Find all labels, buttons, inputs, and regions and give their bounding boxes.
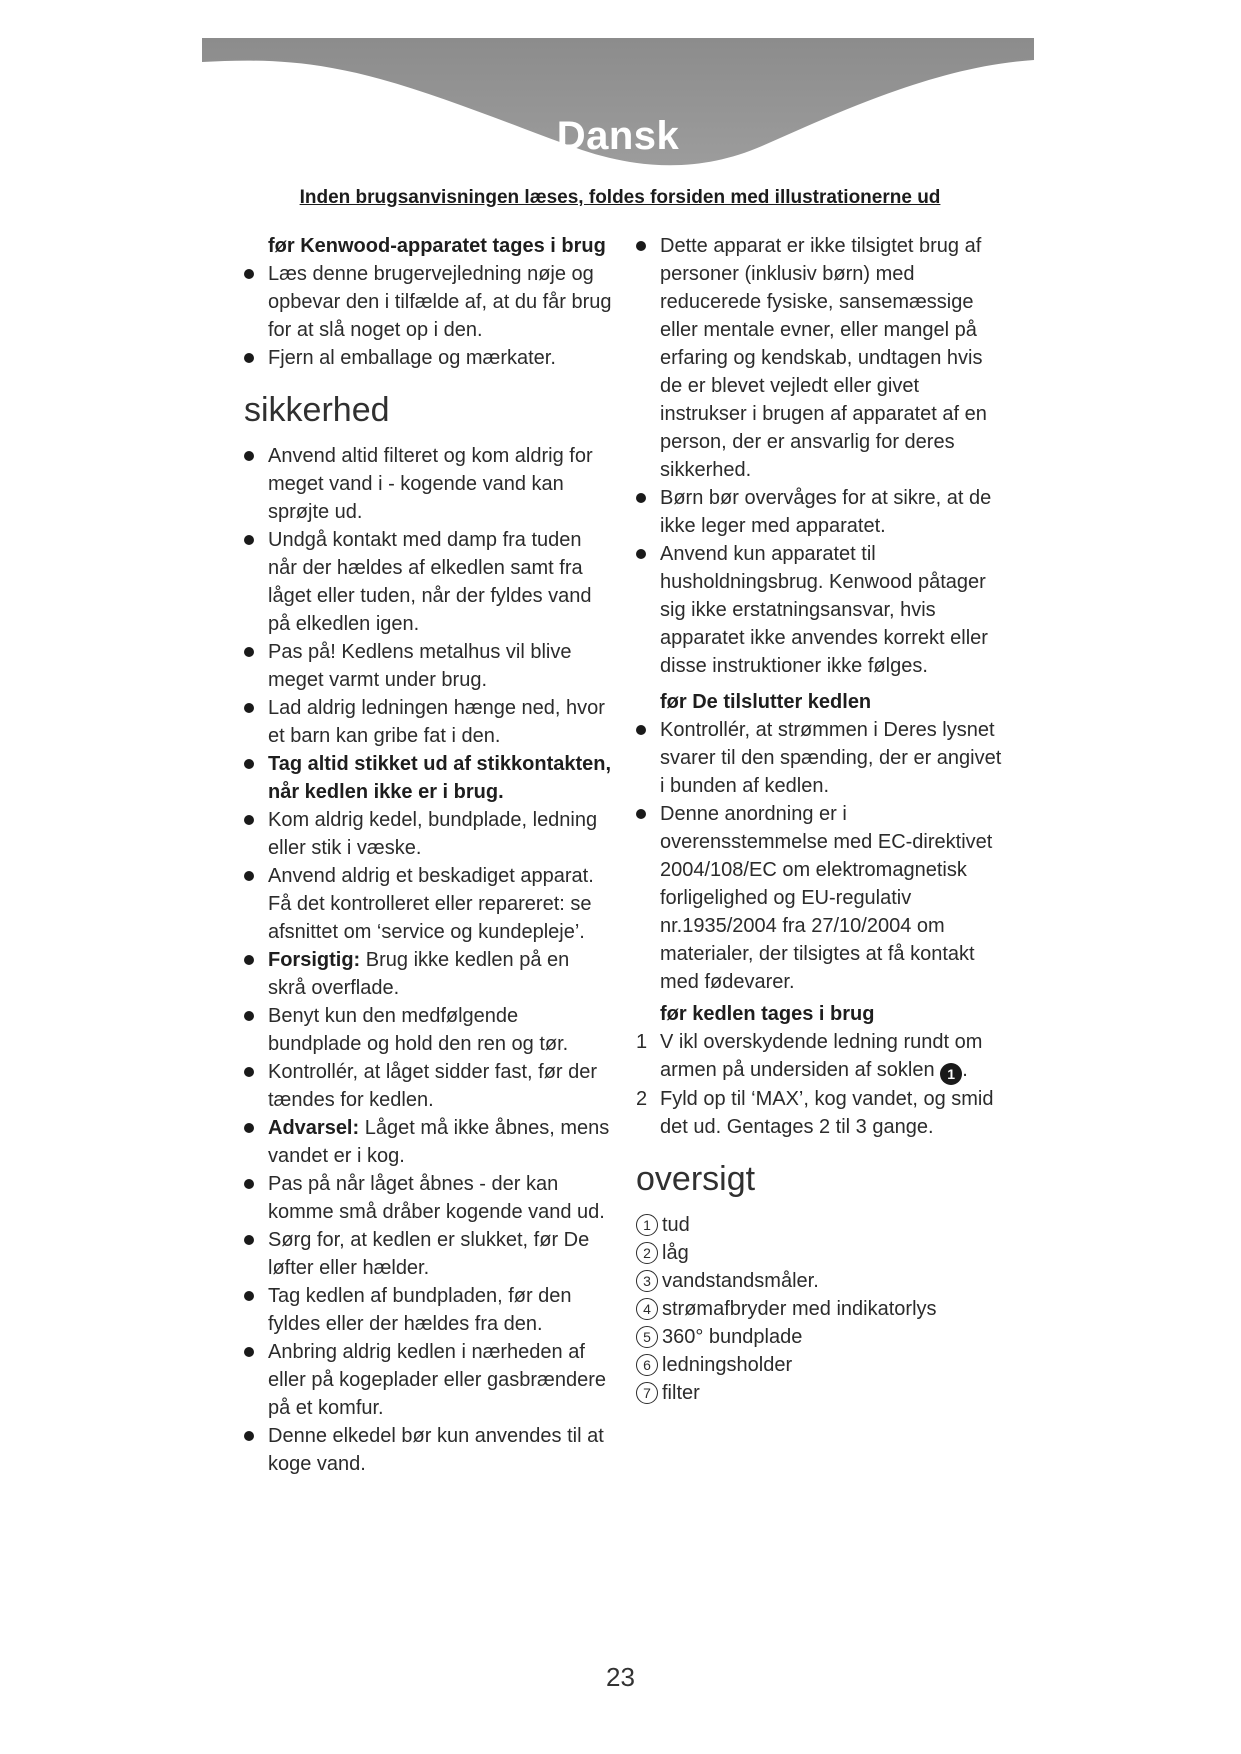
safety-heading: sikkerhed [244,391,390,429]
part-number: 2 [636,1242,658,1264]
page-number: 23 [606,1662,635,1692]
list-item: Fjern al emballage og mærkater. [244,344,612,372]
header-wave-band [202,38,1034,188]
part-number: 4 [636,1298,658,1320]
warning-label: Advarsel: [268,1117,360,1139]
language-title: Dansk [556,114,680,158]
list-item: Denne anordning er i overensstemmelse med EC-direktivet 2004/108/EC om elektromagnetisk forligelighed og EU-regulativ nr.1935/2004 fra 27/10/2004 om materialer, der tilsigtes at få kontakt med fødevarer. [636,800,1008,996]
step-text-end: . [962,1059,968,1081]
list-item: Kontrollér, at låget sidder fast, før der tændes for kedlen. [244,1058,612,1114]
list-item-bold: Tag altid stikket ud af stikkontakten, når kedlen ikke er i brug. [244,750,612,806]
step-number: 1 [636,1031,648,1053]
connect-heading: før De tilslutter kedlen [660,691,872,713]
list-item: Denne elkedel bør kun anvendes til at koge vand. [244,1422,612,1478]
connect-list [636,716,1008,996]
part-label: 360° bundplade [662,1326,803,1348]
list-item: Lad aldrig ledningen hænge ned, hvor et barn kan gribe fat i den. [244,694,612,750]
part-number: 3 [636,1270,658,1292]
part-item [636,1379,1008,1407]
part-item [636,1323,1008,1351]
list-item: Kontrollér, at strømmen i Deres lysnet svarer til den spænding, der er angivet i bunden af kedlen. [636,716,1008,800]
figure-ref-badge: 1 [940,1063,962,1085]
list-item: Pas på! Kedlens metalhus vil blive meget varmt under brug. [244,638,612,694]
part-label: ledningsholder [662,1354,793,1376]
part-item [636,1295,1008,1323]
list-item: Dette apparat er ikke tilsigtet brug af personer (inklusiv børn) med reducerede fysiske, sansemæssige eller mentale evner, eller mangel på erfaring og kendskab, undtagen hvis de er blevet vejledt eller givet instrukser i brugen af apparatet af en person, der er ansvarlig for deres sikkerhed. [636,232,1008,484]
list-item: Sørg for, at kedlen er slukket, før De løfter eller hælder. [244,1226,612,1282]
step-text: V ikl overskydende ledning rundt om armen på undersiden af soklen [660,1031,983,1081]
list-item: Anvend aldrig et beskadiget apparat. Få det kontrolleret eller repareret: se afsnittet om ‘service og kundepleje’. [244,862,612,946]
parts-list [636,1211,1008,1407]
part-label: filter [662,1382,700,1404]
overview-heading: oversigt [636,1160,756,1198]
list-item-caution [244,946,612,1002]
before-use-list [244,260,612,372]
first-use-steps [636,1028,1008,1141]
left-column [244,232,612,1478]
caution-label: Forsigtig: [268,949,361,971]
list-item: Anbring aldrig kedlen i nærheden af eller på kogeplader eller gasbrændere på et komfur. [244,1338,612,1422]
before-use-heading: før Kenwood-apparatet tages i brug [268,235,606,257]
right-column [636,232,1008,1407]
step-item [636,1085,1008,1141]
language-header [202,38,1034,188]
part-label: tud [662,1214,690,1236]
step-item [636,1028,1008,1085]
part-item [636,1211,1008,1239]
part-label: vandstandsmåler. [662,1270,819,1292]
safety-list-continued [636,232,1008,680]
list-item: Anvend kun apparatet til husholdningsbrug. Kenwood påtager sig ikke erstatningsansvar, hvis apparatet ikke anvendes korrekt eller disse instruktioner ikke følges. [636,540,1008,680]
list-item-warning [244,1114,612,1170]
list-item: Læs denne brugervejledning nøje og opbevar den i tilfælde af, at du får brug for at slå noget op i den. [244,260,612,344]
list-item: Undgå kontakt med damp fra tuden når der hældes af elkedlen samt fra låget eller tuden, når der fyldes vand på elkedlen igen. [244,526,612,638]
step-number: 2 [636,1088,648,1110]
part-item [636,1239,1008,1267]
part-number: 7 [636,1382,658,1404]
part-number: 5 [636,1326,658,1348]
part-item [636,1351,1008,1379]
part-number: 1 [636,1214,658,1236]
intro-note: Inden brugsanvisningen læses, foldes forsiden med illustrationerne ud [299,187,941,208]
safety-list [244,442,612,1478]
part-number: 6 [636,1354,658,1376]
list-item: Pas på når låget åbnes - der kan komme små dråber kogende vand ud. [244,1170,612,1226]
list-item: Benyt kun den medfølgende bundplade og hold den ren og tør. [244,1002,612,1058]
part-item [636,1267,1008,1295]
part-label: strømafbryder med indikatorlys [662,1298,937,1320]
list-item: Tag kedlen af bundpladen, før den fyldes eller der hældes fra den. [244,1282,612,1338]
list-item: Anvend altid filteret og kom aldrig for meget vand i - kogende vand kan sprøjte ud. [244,442,612,526]
list-item: Børn bør overvåges for at sikre, at de ikke leger med apparatet. [636,484,1008,540]
caution-text: Brug ikke kedlen på en skrå overflade. [268,949,570,999]
warning-text: Låget må ikke åbnes, mens vandet er i kog. [268,1117,610,1167]
part-label: låg [662,1242,689,1264]
first-use-heading: før kedlen tages i brug [660,1003,875,1025]
list-item: Kom aldrig kedel, bundplade, ledning eller stik i væske. [244,806,612,862]
step-text: Fyld op til ‘MAX’, kog vandet, og smid det ud. Gentages 2 til 3 gange. [660,1088,994,1138]
